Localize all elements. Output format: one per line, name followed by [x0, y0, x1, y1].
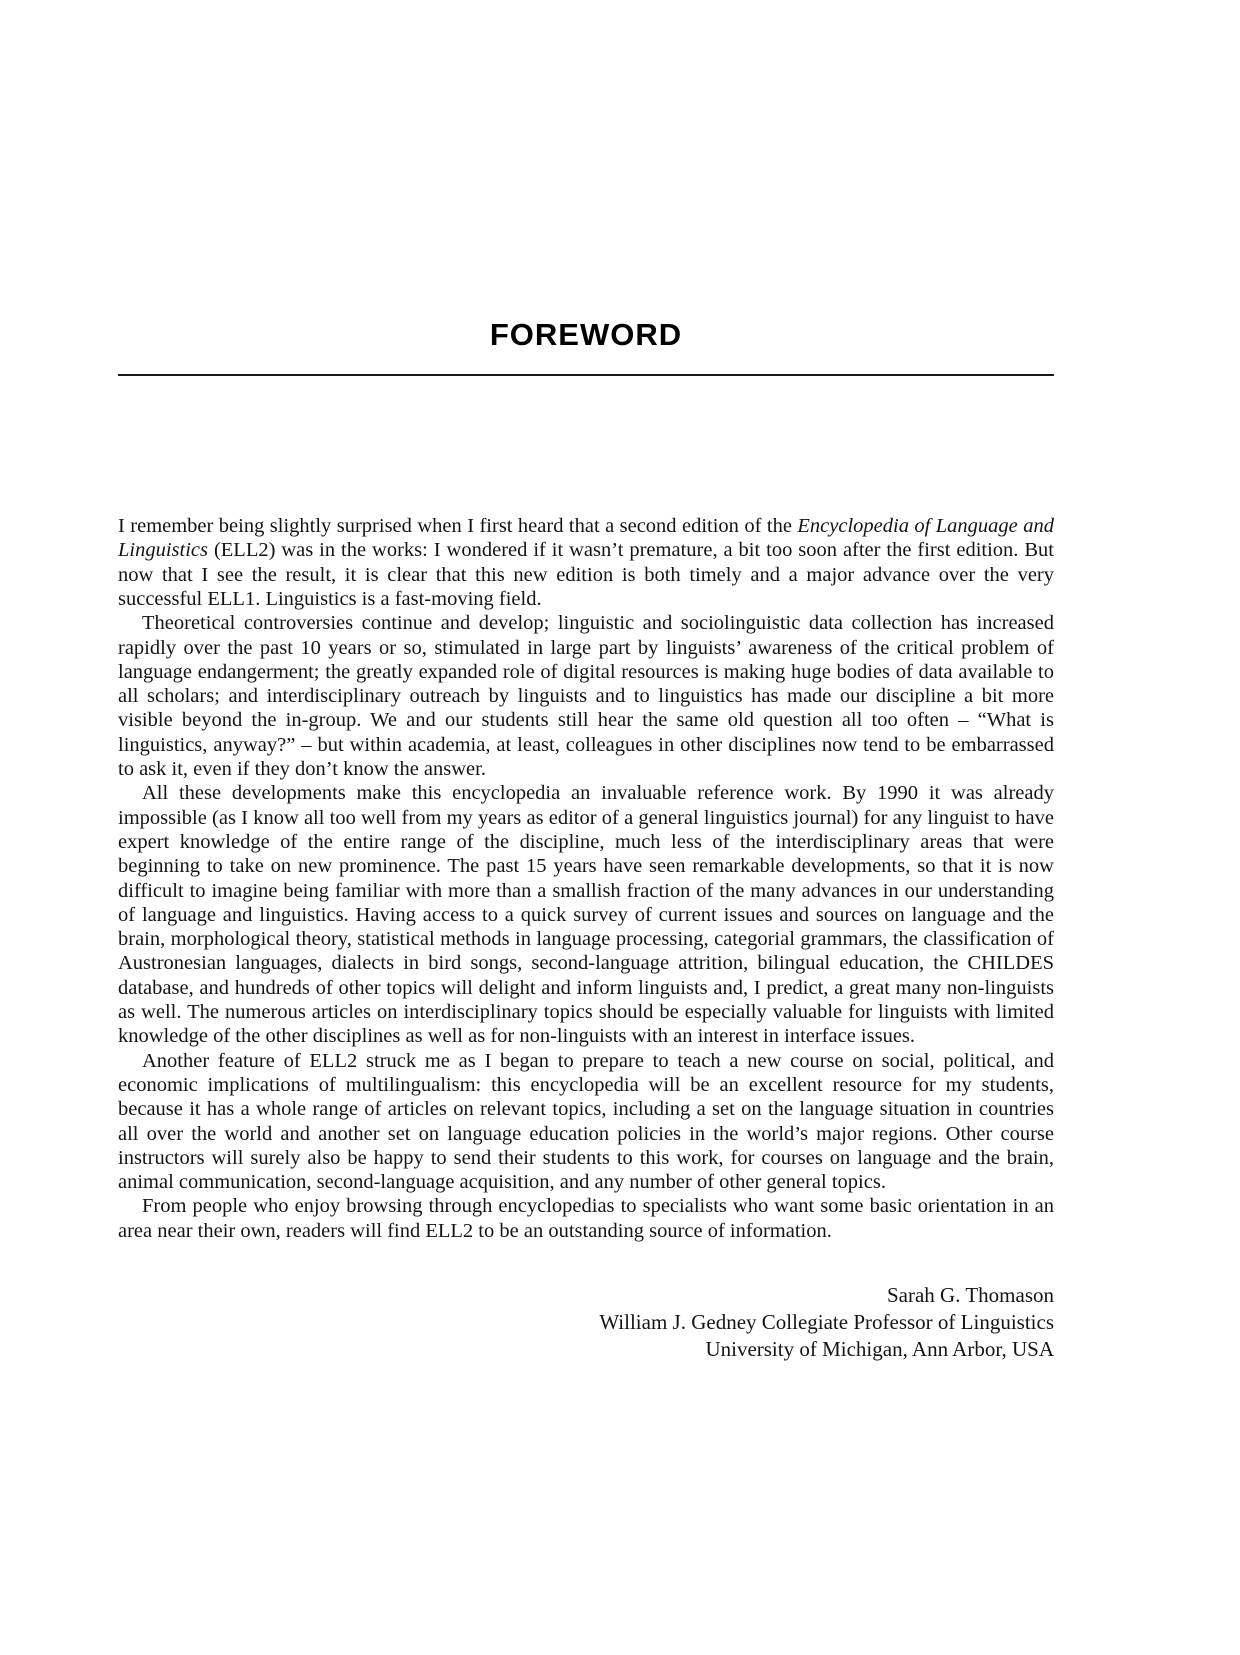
signature-name: Sarah G. Thomason [886, 1283, 1054, 1307]
page-title: FOREWORD [489, 317, 683, 352]
foreword-body [118, 514, 1054, 1243]
book-title-italic: Encyclopedia of Language and Linguistics [118, 515, 1054, 562]
paragraph-1-pre-text: I remember being slightly surprised when I first heard that a second edition of the [118, 515, 798, 538]
foreword-paragraph-3: All these developments make this encyclopedia an invaluable reference work. By 1990 it was already impossible (as I know all too well from my years as editor of a general linguistics journal) for any linguist to have expert knowledge of the entire range of the discipline, much less of the interdisciplinary areas that were beginning to take on new prominence. The past 15 years have seen remarkable developments, so that it is now difficult to imagine being familiar with more than a smallish fraction of the many advances in our understanding of language and linguistics. Having access to a quick survey of current issues and sources on language and the brain, morphological theory, statistical methods in language processing, categorial grammars, the classification of Austronesian languages, dialects in bird songs, second-language attrition, bilingual education, the CHILDES database, and hundreds of other topics will delight and inform linguists and, I predict, a great many non-linguists as well. The numerous articles on interdisciplinary topics should be especially valuable for linguists with limited knowledge of the other disciplines as well as for non-linguists with an interest in interface issues. [118, 782, 1054, 1048]
paragraph-1-post-text: (ELL2) was in the works: I wondered if it wasn’t premature, a bit too soon after the first edition. But now that I see the result, it is clear that this new edition is both timely and a major advance over the very successful ELL1. Linguistics is a fast-moving field. [118, 539, 1054, 610]
signature-block [118, 1282, 1054, 1363]
title-divider-rule [118, 374, 1054, 376]
signature-affiliation: University of Michigan, Ann Arbor, USA [705, 1337, 1054, 1361]
foreword-paragraph-5: From people who enjoy browsing through encyclopedias to specialists who want some basic orientation in an area near their own, readers will find ELL2 to be an outstanding source of information. [118, 1195, 1054, 1242]
foreword-paragraph-1 [118, 514, 1054, 611]
foreword-paragraph-4: Another feature of ELL2 struck me as I began to prepare to teach a new course on social, political, and economic implications of multilingualism: this encyclopedia will be an excellent resource for my students, because it has a whole range of articles on relevant topics, including a set on the language situation in countries all over the world and another set on language education policies in the world’s major regions. Other course instructors will surely also be happy to send their students to this work, for courses on language and the brain, animal communication, second-language acquisition, and any number of other general topics. [118, 1049, 1054, 1194]
text-column [118, 0, 1054, 1363]
signature-title: William J. Gedney Collegiate Professor of Linguistics [599, 1310, 1054, 1334]
foreword-paragraph-2: Theoretical controversies continue and develop; linguistic and sociolinguistic data collection has increased rapidly over the past 10 years or so, stimulated in large part by linguists’ awareness of the critical problem of language endangerment; the greatly expanded role of digital resources is making huge bodies of data available to all scholars; and interdisciplinary outreach by linguists and to linguistics has made our discipline a bit more visible beyond the in-group. We and our students still hear the same old question all too often – “What is linguistics, anyway?” – but within academia, at least, colleagues in other disciplines now tend to be embarrassed to ask it, even if they don’t know the answer. [118, 612, 1054, 781]
